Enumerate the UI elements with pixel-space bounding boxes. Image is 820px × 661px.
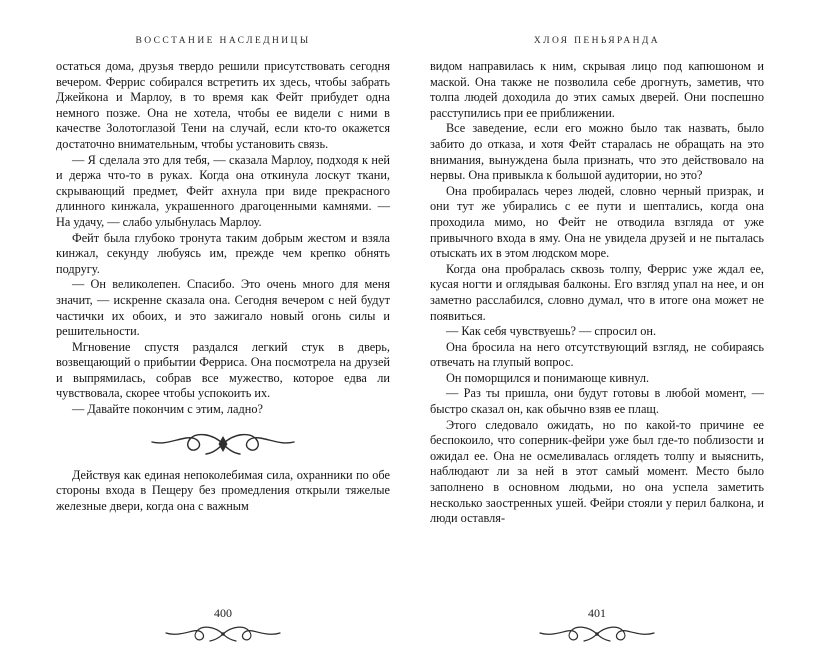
scene-break [56, 418, 390, 468]
paragraph: Все заведение, если его можно было так назвать, было забито до отказа, и хотя Фейт старалась не обращать на это внимания, вынуждена была признать, что это действовало на нервы. Она привыкла к большой аудитории, но это? [430, 121, 764, 183]
book-page-left [56, 36, 390, 645]
book-page-right [430, 36, 764, 645]
paragraph: видом направилась к ним, скрывая лицо под капюшоном и маской. Она также не позволила себе дрогнуть, заметив, что толпа людей доходила до этих самых дверей. Они поспешно расступились при ее приближении. [430, 59, 764, 120]
paragraph: — Он великолепен. Спасибо. Это очень много для меня значит, — искренне сказала она. Сегодня вечером с ней будут частички их обоих, и это зажигало новый огонь силы и решительности. [56, 277, 390, 339]
paragraph: Фейт была глубоко тронута таким добрым жестом и взяла кинжал, секунду любуясь им, прежде чем крепко обнять подругу. [56, 230, 390, 276]
page-text-left [56, 59, 390, 600]
page-footer-right [430, 600, 764, 645]
page-number-left: 400 [214, 606, 232, 620]
paragraph: — Я сделала это для тебя, — сказала Марлоу, подходя к ней и держа что-то в руках. Когда она откинула лоскут ткани, скрывающий предмет, Фейт ахнула при виде прекрасного длинного кинжала, украшенного драгоценными камнями. — На удачу, — слабо улыбнулась Марлоу. [56, 152, 390, 229]
running-head-right: ХЛОЯ ПЕНЬЯРАНДА [533, 36, 661, 46]
scene-break-ornament-icon [148, 429, 298, 459]
paragraph: — Как себя чувствуешь? — спросил он. [445, 324, 657, 339]
paragraph: — Раз ты пришла, они будут готовы в любой момент, — быстро сказал он, как обычно взяв ее плащ. [430, 386, 764, 417]
paragraph: Она пробиралась через людей, словно черный призрак, и они тут же убирались с ее пути и шептались, когда она проходила мимо, но Фейт не отводила взгляда от уже привычного входа в яму. Она не увидела друзей и не пыталась отыскать их в этом людском море. [430, 183, 764, 261]
paragraph: Он поморщился и понимающе кивнул. [445, 370, 650, 385]
page-text-right [430, 59, 764, 600]
paragraph: Когда она пробралась сквозь толпу, Феррис уже ждал ее, кусая ногти и оглядывая балконы. Его взгляд упал на нее, и он заметно расслабился, словно думал, что в итоге она может не появиться. [430, 261, 764, 323]
paragraph-group-bottom [56, 468, 390, 515]
paragraph: — Давайте покончим с этим, ладно? [71, 402, 263, 417]
page-number-right: 401 [588, 606, 606, 620]
paragraph-group-top [56, 59, 390, 418]
paragraph: Она бросила на него отсутствующий взгляд, не собираясь отвечать на глупый вопрос. [430, 339, 764, 370]
paragraph: Действуя как единая непоколебимая сила, охранники по обе стороны входа в Пещеру без промедления открыли тяжелые железные двери, когда она с важным [56, 467, 390, 513]
paragraph: Этого следовало ожидать, но по какой-то причине ее беспокоило, что соперник-фейри уже был где-то поблизости и ожидал ее. Она не осмеливалась оглядеть толпу и выяснить, наблюдают ли за ней в этот самый момент. Место было заполнено в основном людьми, но она успела заметить несколько заостренных ушей. Фейри стояли у перил балкона, и люди оставля- [430, 417, 764, 526]
paragraph: Мгновение спустя раздался легкий стук в дверь, возвещающий о прибытии Ферриса. Она посмотрела на друзей и выпрямилась, собрав все мужество, которое едва ли чувствовала, скорее чтобы успокоить их. [56, 339, 390, 401]
paragraph: остаться дома, друзья твердо решили присутствовать сегодня вечером. Феррис собирался встретить их здесь, чтобы забрать Джейкона и Марлоу, в то время как Фейт прибудет одна немного позже. Она не хотела, чтобы ее видели с ними в качестве Золотоглазой Тени на случай, если кто-то окажется достаточно внимательным, чтобы установить связь. [56, 59, 390, 151]
footer-flourish-icon [163, 623, 283, 645]
footer-flourish-icon [537, 623, 657, 645]
page-footer-left [56, 600, 390, 645]
running-head-left: ВОССТАНИЕ НАСЛЕДНИЦЫ [135, 36, 311, 46]
paragraph-group-right [430, 59, 764, 527]
